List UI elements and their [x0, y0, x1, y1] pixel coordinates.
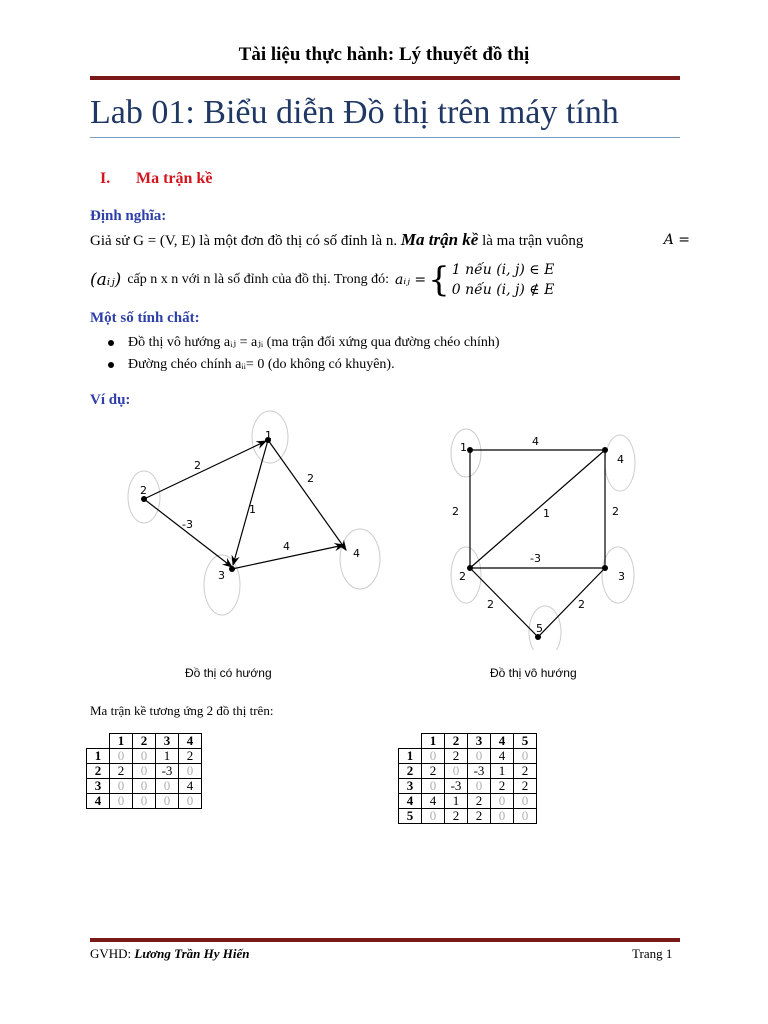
matrix-intro: Ma trận kề tương ứng 2 đồ thị trên: [90, 703, 274, 718]
matrix-col-header: 3 [468, 734, 491, 749]
matrix-cell: -3 [468, 764, 491, 779]
node-label: 3 [218, 569, 225, 582]
footer-author [90, 946, 249, 962]
footer-label: GVHD: [90, 946, 132, 961]
node-halo [204, 555, 240, 615]
undirected-graph [440, 425, 660, 650]
matrix-cell: 0 [179, 764, 202, 779]
matrix-col-header: 4 [491, 734, 514, 749]
matrix-cell: 4 [491, 749, 514, 764]
author-name: Lương Trần Hy Hiến [134, 946, 250, 961]
property-text: Đồ thị vô hướng aᵢⱼ = aⱼᵢ (ma trận đối xứng qua đường chéo chính) [128, 335, 500, 350]
matrix-row-header: 2 [399, 764, 422, 779]
matrix-col-header: 5 [514, 734, 537, 749]
matrix-col-header: 1 [422, 734, 445, 749]
matrix-cell: 2 [445, 809, 468, 824]
edge-weight: 1 [543, 507, 550, 520]
matrix-cell: 0 [468, 779, 491, 794]
matrix-cell: 0 [110, 779, 133, 794]
matrix-row [399, 764, 537, 779]
node-label: 4 [353, 547, 360, 560]
matrix-cell: 1 [491, 764, 514, 779]
definition-line-2 [90, 260, 690, 300]
matrix-cell: 2 [514, 779, 537, 794]
edge-weight: 1 [249, 503, 256, 516]
example-heading: Ví dụ: [90, 392, 131, 408]
edge-3-5 [538, 568, 605, 637]
node-halo [529, 606, 561, 650]
node-halo [340, 529, 380, 589]
matrix-col-header: 1 [110, 734, 133, 749]
lab-title: Lab 01: Biểu diễn Đồ thị trên máy tính [90, 94, 619, 131]
adjacency-matrix-undirected [398, 733, 537, 824]
matrix-row [87, 749, 202, 764]
matrix-cell: 1 [445, 794, 468, 809]
node-dot [229, 566, 235, 572]
definition-heading: Định nghĩa: [90, 208, 167, 224]
edge-weight: 4 [532, 435, 539, 448]
edge-weight: 2 [452, 505, 459, 518]
edge-2-3 [144, 499, 232, 567]
edge-weight: 2 [307, 472, 314, 485]
edge-2-1 [144, 441, 266, 499]
definition-text-c: cấp n x n với n là số đỉnh của đồ thị. Trong đó: [127, 272, 390, 287]
matrix-cell: 0 [491, 794, 514, 809]
node-label: 3 [618, 570, 625, 583]
matrix-cell: 0 [133, 764, 156, 779]
node-label: 4 [617, 453, 624, 466]
node-dot [602, 447, 608, 453]
edge-weight: -3 [182, 518, 193, 531]
matrix-cell: 0 [179, 794, 202, 809]
matrix-cell: 0 [133, 749, 156, 764]
matrix-cell: 2 [110, 764, 133, 779]
matrix-cell: 0 [468, 749, 491, 764]
properties-heading: Một số tính chất: [90, 310, 200, 326]
matrix-col-header: 4 [179, 734, 202, 749]
matrix-row-header: 4 [87, 794, 110, 809]
definition-term: Ma trận kề [400, 230, 479, 249]
document-header-title: Tài liệu thực hành: Lý thuyết đồ thị [238, 44, 530, 65]
definition-text-b: là ma trận vuông [482, 233, 584, 249]
matrix-cell: 4 [179, 779, 202, 794]
edge-2-5 [470, 568, 538, 637]
matrix-row [87, 794, 202, 809]
matrix-cell: 0 [514, 809, 537, 824]
matrix-cell: 0 [133, 794, 156, 809]
page-number: Trang 1 [632, 946, 673, 961]
formula-brace: { [428, 260, 450, 300]
matrix-row [399, 749, 537, 764]
property-text: Đường chéo chính aᵢᵢ= 0 (do không có khuyên). [128, 357, 395, 372]
matrix-cell: 0 [422, 779, 445, 794]
matrix-cell: 2 [445, 749, 468, 764]
footer-divider [90, 938, 680, 942]
node-label: 1 [265, 429, 272, 442]
formula-cases [452, 260, 555, 300]
matrix-row-header: 3 [399, 779, 422, 794]
matrix-row-header: 5 [399, 809, 422, 824]
matrix-cell: -3 [156, 764, 179, 779]
edge-weight: 2 [194, 459, 201, 472]
matrix-cell: 2 [179, 749, 202, 764]
adjacency-matrix-directed [86, 733, 202, 809]
matrix-cell: 0 [445, 764, 468, 779]
definition-line-1 [90, 226, 690, 255]
matrix-row [87, 764, 202, 779]
matrix-row-header: 1 [399, 749, 422, 764]
matrix-cell: 0 [156, 779, 179, 794]
matrix-row [399, 794, 537, 809]
edge-weight: -3 [530, 552, 541, 565]
definition-math-aij: (aᵢⱼ) [90, 270, 122, 290]
matrix-row-header: 3 [87, 779, 110, 794]
matrix-cell: 2 [514, 764, 537, 779]
section-heading [100, 170, 212, 188]
matrix-col-header: 2 [133, 734, 156, 749]
matrix-cell: 2 [491, 779, 514, 794]
directed-graph [120, 405, 390, 620]
node-label: 2 [140, 484, 147, 497]
matrix-cell: 2 [468, 794, 491, 809]
bullet-icon [108, 340, 114, 346]
definition-math-a: A = [663, 232, 690, 248]
edge-weight: 4 [283, 540, 290, 553]
edge-weight: 2 [487, 598, 494, 611]
matrix-cell: 0 [491, 809, 514, 824]
node-label: 2 [459, 570, 466, 583]
property-item [108, 332, 500, 354]
matrix-cell: 0 [110, 749, 133, 764]
matrix-cell: 1 [156, 749, 179, 764]
section-number: I. [100, 170, 111, 187]
node-dot [467, 565, 473, 571]
formula-case-2: 0 nếu (i, j) ∉ E [451, 282, 555, 298]
bullet-icon [108, 362, 114, 368]
formula-case-1: 1 nếu (i, j) ∈ E [451, 262, 555, 278]
matrix-header-row [399, 734, 537, 749]
matrix-cell: 2 [468, 809, 491, 824]
matrix-row [87, 779, 202, 794]
formula-lhs: aᵢⱼ = [395, 272, 427, 288]
matrix-cell: 0 [422, 809, 445, 824]
edge-2-4 [470, 450, 605, 568]
edge-weight: 2 [578, 598, 585, 611]
directed-graph-caption: Đồ thị có hướng [185, 666, 272, 680]
matrix-cell: 0 [422, 749, 445, 764]
matrix-col-header: 2 [445, 734, 468, 749]
matrix-corner [87, 734, 110, 749]
matrix-row-header: 2 [87, 764, 110, 779]
matrix-row-header: 1 [87, 749, 110, 764]
matrix-row [399, 779, 537, 794]
matrix-row [399, 809, 537, 824]
property-item [108, 354, 500, 376]
matrix-cell: 4 [422, 794, 445, 809]
matrix-row-header: 4 [399, 794, 422, 809]
matrix-header-row [87, 734, 202, 749]
node-label: 5 [536, 622, 543, 635]
node-dot [467, 447, 473, 453]
matrix-col-header: 3 [156, 734, 179, 749]
matrix-cell: 0 [514, 749, 537, 764]
edge-weight: 2 [612, 505, 619, 518]
matrix-cell: 0 [110, 794, 133, 809]
edge-1-4 [268, 440, 346, 550]
definition-text-a: Giả sử G = (V, E) là một đơn đồ thị có số đỉnh là n. [90, 233, 398, 249]
section-title: Ma trận kề [136, 170, 213, 187]
undirected-graph-caption: Đồ thị vô hướng [490, 666, 577, 680]
properties-list [108, 332, 500, 376]
matrix-cell: 2 [422, 764, 445, 779]
header-divider [90, 76, 680, 80]
node-label: 1 [460, 441, 467, 454]
title-underline [90, 137, 680, 138]
matrix-cell: 0 [514, 794, 537, 809]
matrix-cell: -3 [445, 779, 468, 794]
matrix-cell: 0 [156, 794, 179, 809]
matrix-corner [399, 734, 422, 749]
matrix-cell: 0 [133, 779, 156, 794]
node-dot [602, 565, 608, 571]
